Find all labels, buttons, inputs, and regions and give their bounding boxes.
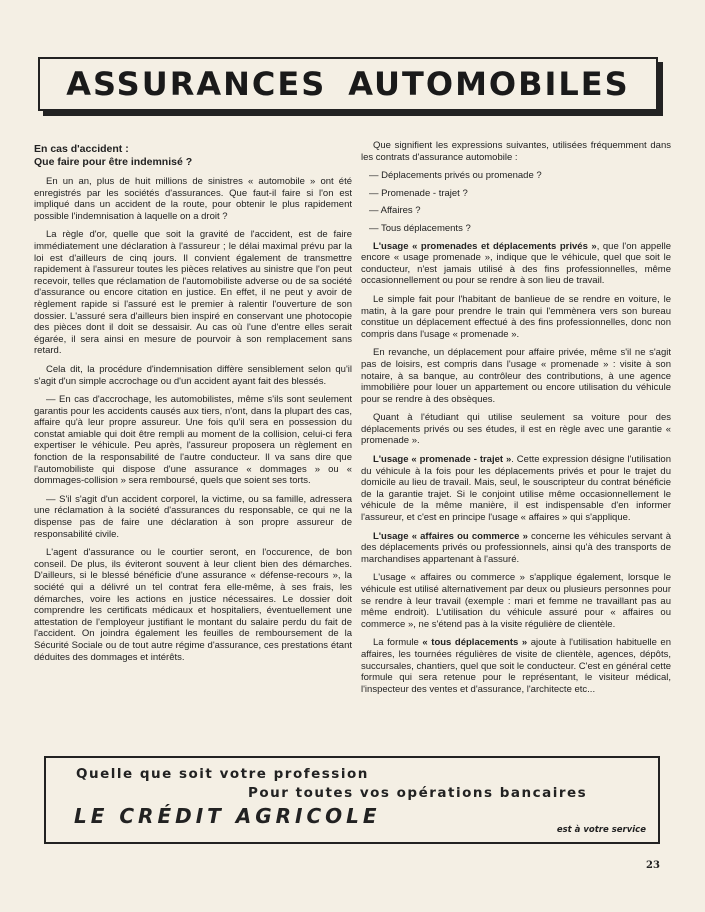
paragraph: La règle d'or, quelle que soit la gravité de l'accident, est de faire immédiatement une déclaration à l'assureur ; le délai maximal prévu par la loi est d'ailleurs de cinq jours. Il convient également de transmettre rapidement à l'assureur toutes les pièces relatives au sinistre que l'on peut recevoir, telles que réclamation de l'automobiliste adverse ou de sa société d'assurance ou encore citation en justice. En effet, il ne peut y avoir de règlement rapide si l'assuré est le premier à ralentir l'ouverture de son dossier. L'assuré sera d'ailleurs bien inspiré en conservant une photocopie des pièces dont il doit se dessaisir. Au cas où l'une d'entre elles serait égarée, il sera ainsi en mesure de pourvoir à son remplacement sans retard. (34, 229, 352, 357)
paragraph: Cela dit, la procédure d'indemnisation diffère sensiblement selon qu'il s'agit d'un simple accrochage ou d'un accident ayant fait des blessés. (34, 363, 352, 387)
list-item: — Affaires ? (369, 205, 421, 217)
section-heading (34, 143, 352, 168)
paragraph-text: , que l'on appelle encore « usage promenade », indique que le véhicule, quel que soit le conducteur, n'est jamais utilisé à des fins professionnelles, même occasionnellement ou pour se rendre à son lieu de travail. (361, 240, 671, 287)
credit-agricole-advertisement (44, 756, 660, 844)
ad-tagline: est à votre service (556, 825, 646, 835)
usage-question-list (361, 170, 671, 234)
paragraph-usage-affaires (361, 531, 671, 566)
paragraph: Quant à l'étudiant qui utilise seulement sa voiture pour des déplacements privés ou ses études, il est en règle avec une garantie « promenade ». (361, 412, 671, 447)
term-usage-trajet: L'usage « promenade - trajet » (373, 454, 512, 466)
section-heading-line-2: Que faire pour être indemnisé ? (34, 155, 193, 168)
section-heading-line-1: En cas d'accident : (34, 143, 129, 155)
article-title (66, 65, 629, 103)
paragraph-usage-promenade (361, 241, 671, 287)
paragraph: L'usage « affaires ou commerce » s'applique également, lorsque le véhicule est utilisé alternativement par deux ou plusieurs personnes pour se rendre à leur travail (exemple : mari et femme ne travaillant pas au même endroit). L'utilisation du véhicule assuré pour « affaires ou commerce », ne s'étend pas à la visite régulière de clientèle. (361, 572, 671, 630)
list-item: — Déplacements privés ou promenade ? (369, 170, 542, 182)
paragraph-usage-trajet (361, 454, 671, 524)
paragraph-text: . Cette expression désigne l'utilisation du véhicule à la fois pour les déplacements privés et pour le trajet du domicile au lieu de travail. Mais, seul, le souscripteur du contrat bénéficie de la garantie trajet. Si le conjoint utilise même occasionnellement le véhicule de la même manière, il est indispensable d'en informer l'assureur, et c'est en principe l'usage « affaires » qui s'applique. (361, 454, 671, 524)
title-word-1: ASSURANCES (66, 65, 327, 103)
paragraph: — En cas d'accrochage, les automobilistes, même s'ils sont seulement garantis pour les accidents causés aux tiers, n'ont, dans la plupart des cas, affaire qu'à leur propre assureur. Une fois qu'il sera en possession du constat amiable qui doit être rempli au moment de la collision, celui-ci fera expertiser le véhicule. Peu après, l'assureur proposera un règlement en fonction de la responsabilité de l'autre conducteur. Il va sans dire que l'automobiliste qui dispose d'une assurance « dommages » ou « dommages-collision » sera remboursé, quels que soient ses torts. (34, 394, 352, 487)
term-usage-promenade: L'usage « promenades et déplacements privés » (373, 240, 597, 252)
paragraph: Le simple fait pour l'habitant de banlieue de se rendre en voiture, le matin, à la gare pour prendre le train qui l'emmènera vers son bureau constitue un déplacement effectué à des fins professionnelles, donc non compris dans l'usage « promenade ». (361, 293, 671, 340)
intro-paragraph: Que signifient les expressions suivantes, utilisées fréquemment dans les contrats d'assurance automobile : (361, 140, 671, 163)
paragraph: En un an, plus de huit millions de sinistres « automobile » ont été enregistrés par les sociétés d'assurances. Que faut-il faire si l'on est impliqué dans un accident de la route, pour obtenir le plus rapidement possible l'indemnisation à laquelle on a droit ? (34, 176, 352, 222)
paragraph: En revanche, un déplacement pour affaire privée, même s'il ne s'agit pas de loisirs, est compris dans l'usage « promenade » : visite à son notaire, à sa banque, au contrôleur des contributions, à une agence immobilière pour louer un appartement ou encore utilisation du véhicule pour se rendre à des obsèques. (361, 347, 671, 405)
ad-line-2: Pour toutes vos opérations bancaires (248, 785, 588, 801)
ad-line-1: Quelle que soit votre profession (76, 766, 369, 782)
list-item: — Tous déplacements ? (369, 222, 471, 234)
ad-brand-name: LE CRÉDIT AGRICOLE (74, 804, 381, 828)
page-number: 23 (646, 860, 660, 871)
term-usage-affaires: L'usage « affaires ou commerce » (373, 530, 528, 542)
paragraph-text: ajoute à l'utilisation habituelle en affaires, les tournées régulières de visite de clientèle, agences, dépôts, succursales, chantiers, quel que soit le conducteur. C'est en général cette formule qui sera retenue pour le représentant, le visiteur médical, l'inspecteur des ventes et d'assurance, l'architecte etc... (361, 637, 671, 695)
paragraph: L'agent d'assurance ou le courtier seront, en l'occurence, de bon conseil. De plus, ils éviteront souvent à leur client bien des démarches. D'ailleurs, si le blessé bénéficie d'une assurance « défense-recours », la société qui a délivré un tel contrat fera elle-même, à ses frais, les démarches, voire les actions en justice nécessaires. Le dossier doit comprendre les certificats médicaux et hospitaliers, éventuellement une attestation de l'employeur justifiant le montant du salaire perdu du fait de l'accident. On joindra également les feuilles de remboursement de la Sécurité Sociale ou de tout autre régime d'assurance, ces prestations étant déduites des dommages et intérêts. (34, 547, 352, 663)
paragraph-tous-deplacements (361, 637, 671, 695)
left-column (34, 143, 352, 670)
list-item: — Promenade - trajet ? (369, 187, 468, 199)
paragraph-text: La formule (373, 637, 423, 649)
right-column (361, 140, 671, 702)
term-tous-deplacements: « tous déplacements » (422, 637, 528, 649)
paragraph-text: concerne les véhicules servant à des déplacements privés ou professionnels, ainsi qu'à des transports de marchandises appartenant à l'assuré. (361, 530, 671, 565)
title-word-2: AUTOMOBILES (348, 65, 630, 103)
article-title-box (38, 57, 658, 111)
paragraph: — S'il s'agit d'un accident corporel, la victime, ou sa famille, adressera une réclamation à la société d'assurances du responsable, ce qui ne la dispense pas de faire une déclaration à son propre assureur de responsabilité civile. (34, 493, 352, 540)
